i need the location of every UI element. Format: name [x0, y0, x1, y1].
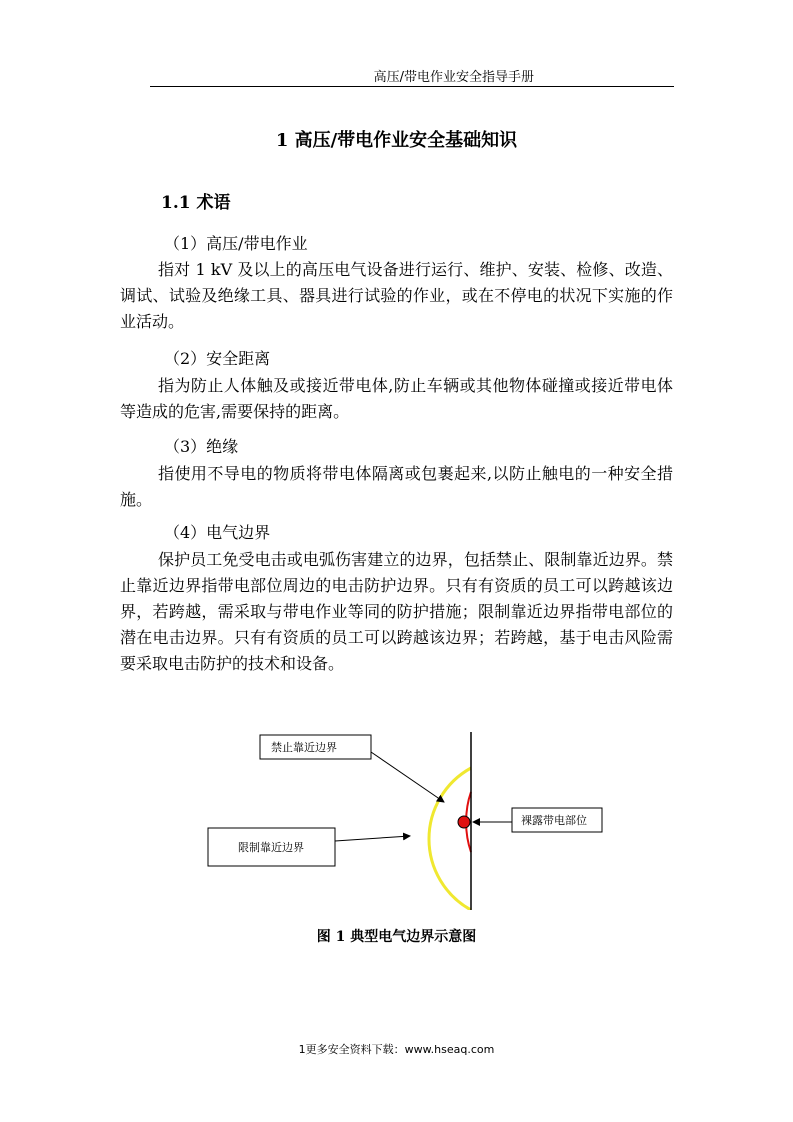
- page-footer: 1更多安全资料下载：www.hseaq.com: [298, 1043, 495, 1056]
- term-heading-2: （2）安全距离: [164, 349, 271, 368]
- term-heading-1: （1）高压/带电作业: [164, 234, 308, 253]
- electrical-boundary-diagram: [200, 730, 620, 910]
- prohibited-arrow: [371, 752, 444, 802]
- figure-caption: 图 1 典型电气边界示意图: [316, 929, 477, 945]
- term-body-3: [120, 461, 673, 513]
- diagram-svg: [200, 730, 620, 910]
- limited-label: 限制靠近边界: [238, 841, 304, 854]
- term-heading-3: （3）绝缘: [164, 437, 239, 456]
- limited-approach-boundary-arc: [429, 768, 471, 910]
- header-rule: [150, 86, 674, 87]
- term-body-4-text: 保护员工免受电击或电弧伤害建立的边界，包括禁止、限制靠近边界。禁止靠近边界指带电部位周边的电击防护边界。只有有资质的员工可以跨越该边界，若跨越，需采取与带电作业等同的防护措施；限制靠近边界指带电部位的潜在电击边界。只有有资质的员工可以跨越该边界；若跨越，基于电击风险需要采取电击防护的技术和设备。: [120, 550, 673, 673]
- term-heading-4: （4）电气边界: [164, 523, 271, 542]
- term-body-4: [120, 547, 673, 677]
- term-body-1: [120, 257, 673, 335]
- section-title: 1.1 术语: [161, 193, 231, 213]
- term-body-2-text: 指为防止人体触及或接近带电体,防止车辆或其他物体碰撞或接近带电体等造成的危害,需要保持的距离。: [120, 376, 673, 421]
- term-body-2: [120, 373, 673, 425]
- limited-arrow: [335, 836, 410, 841]
- term-body-1-text: 指对 1 kV 及以上的高压电气设备进行运行、维护、安装、检修、改造、调试、试验及绝缘工具、器具进行试验的作业，或在不停电的状况下实施的作业活动。: [120, 260, 673, 331]
- live-part-label: 裸露带电部位: [521, 814, 587, 827]
- chapter-title: 1 高压/带电作业安全基础知识: [275, 130, 518, 151]
- live-part-dot: [458, 816, 470, 828]
- term-body-3-text: 指使用不导电的物质将带电体隔离或包裹起来,以防止触电的一种安全措施。: [120, 464, 673, 509]
- page-header: 高压/带电作业安全指导手册: [373, 70, 534, 85]
- prohibited-label: 禁止靠近边界: [271, 741, 337, 754]
